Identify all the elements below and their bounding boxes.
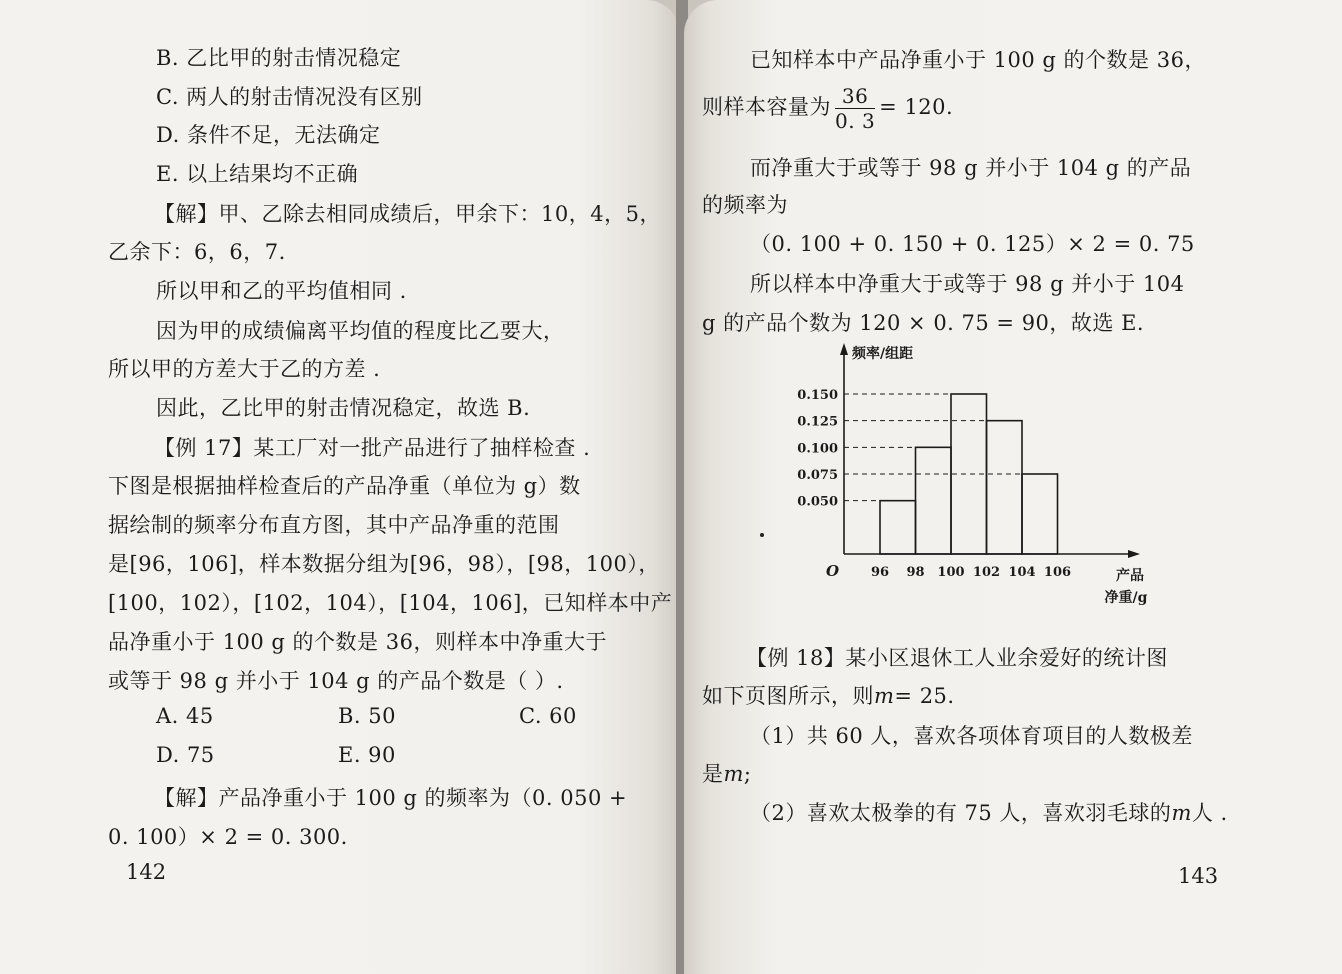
variable-m-2: m [723, 762, 744, 786]
right-line-3: 而净重大于或等于 98 g 并小于 104 g 的产品 [750, 156, 1192, 180]
example-18-line-4-end: ; [743, 762, 752, 786]
option-b-text: B. 乙比甲的射击情况稳定 [156, 46, 402, 70]
example-18-line-5-text: （2）喜欢太极拳的有 75 人，喜欢羽毛球的 [750, 801, 1172, 825]
histogram-bar-0 [880, 501, 916, 554]
solution-line-3: 所以甲和乙的平均值相同 . [156, 279, 407, 303]
choice-d: D. 75 [156, 743, 215, 767]
example-18-line-4 [702, 758, 752, 788]
page-number-left: 142 [126, 860, 167, 884]
y-tick-label-3: 0.125 [797, 414, 838, 430]
example-17-line-1: 【例 17】某工厂对一批产品进行了抽样检查 . [154, 436, 591, 460]
choice-e: E. 90 [338, 743, 396, 767]
right-line-6: 所以样本中净重大于或等于 98 g 并小于 104 [750, 272, 1185, 296]
option-e-text: E. 以上结果均不正确 [156, 162, 359, 186]
right-line-2 [702, 86, 953, 131]
origin-label: O [826, 562, 840, 580]
solution-17-line-2: 0. 100）× 2 = 0. 300. [108, 825, 348, 849]
x-axis-label-line-2: 净重/g [1104, 590, 1148, 606]
example-17-line-2: 下图是根据抽样检查后的产品净重（单位为 g）数 [108, 474, 581, 498]
example-18-line-5 [750, 797, 1228, 827]
stray-dot [760, 533, 764, 537]
x-tick-label-5: 106 [1043, 565, 1072, 580]
histogram-bar-3 [987, 421, 1023, 554]
example-18-line-5-end: 人 . [1191, 801, 1228, 825]
solution-line-6: 因此，乙比甲的射击情况稳定，故选 B. [156, 396, 531, 420]
page-number-right: 143 [1178, 864, 1219, 888]
y-tick-label-1: 0.075 [797, 468, 838, 483]
example-18-line-3: （1）共 60 人，喜欢各项体育项目的人数极差 [750, 724, 1193, 748]
example-18-line-2 [702, 680, 955, 710]
right-page [684, 0, 1342, 974]
example-18-line-2-eq: = 25. [894, 684, 955, 708]
example-18-line-1: 【例 18】某小区退休工人业余爱好的统计图 [746, 646, 1168, 670]
example-18-line-2-text: 如下页图所示，则 [702, 684, 874, 708]
histogram-bar-4 [1022, 474, 1058, 554]
x-tick-label-2: 100 [937, 565, 965, 580]
x-axis-arrow [1128, 550, 1140, 558]
y-axis-label: 频率/组距 [852, 346, 914, 362]
right-line-7: g 的产品个数为 120 × 0. 75 = 90，故选 E. [702, 311, 1145, 335]
choice-a: A. 45 [156, 704, 214, 728]
frequency-histogram [774, 340, 1148, 606]
example-17-line-3: 据绘制的频率分布直方图，其中产品净重的范围 [108, 513, 560, 537]
solution-line-5: 所以甲的方差大于乙的方差 . [108, 357, 381, 381]
fraction-numerator: 36 [835, 86, 875, 109]
right-line-5: （0. 100 + 0. 150 + 0. 125）× 2 = 0. 75 [750, 232, 1195, 256]
y-tick-label-0: 0.050 [797, 494, 838, 510]
choice-b: B. 50 [338, 704, 397, 728]
right-line-1: 已知样本中产品净重小于 100 g 的个数是 36， [750, 48, 1206, 72]
y-tick-label-4: 0.150 [797, 388, 838, 403]
x-tick-label-4: 104 [1008, 565, 1036, 580]
option-c-text: C. 两人的射击情况没有区别 [156, 85, 423, 109]
solution-line-2: 乙余下：6，6，7. [108, 240, 286, 264]
fraction-denominator: 0. 3 [835, 109, 876, 133]
x-axis-label-line-1: 产品 [1116, 568, 1144, 584]
y-axis-arrow [840, 343, 848, 355]
variable-m: m [874, 684, 895, 708]
example-18-line-4-text: 是 [702, 762, 724, 786]
sample-size-text: 则样本容量为 [702, 95, 831, 119]
example-17-line-6: 品净重小于 100 g 的个数是 36，则样本中净重大于 [108, 630, 607, 654]
x-tick-label-1: 98 [906, 565, 925, 580]
histogram-bar-1 [916, 447, 952, 554]
option-d-text: D. 条件不足，无法确定 [156, 123, 381, 147]
x-tick-label-0: 96 [870, 565, 890, 580]
solution-line-1: 【解】甲、乙除去相同成绩后，甲余下：10，4，5， [154, 202, 661, 226]
choice-c: C. 60 [519, 704, 577, 728]
example-17-line-4: 是[96，106]，样本数据分组为[96，98），[98，100）， [108, 552, 660, 576]
right-line-4: 的频率为 [702, 193, 788, 217]
solution-17-line-1: 【解】产品净重小于 100 g 的频率为（0. 050 + [154, 786, 628, 810]
sample-size-result: = 120. [879, 95, 954, 119]
solution-line-4: 因为甲的成绩偏离平均值的程度比乙要大， [156, 319, 565, 343]
variable-m-3: m [1171, 801, 1192, 825]
x-tick-label-3: 102 [972, 565, 1001, 580]
example-17-line-5: [100，102），[102，104），[104，106]，已知样本中产 [108, 591, 673, 615]
y-tick-label-2: 0.100 [797, 441, 838, 457]
example-17-line-7: 或等于 98 g 并小于 104 g 的产品个数是（ ）. [108, 669, 564, 693]
sample-size-fraction [835, 86, 875, 131]
